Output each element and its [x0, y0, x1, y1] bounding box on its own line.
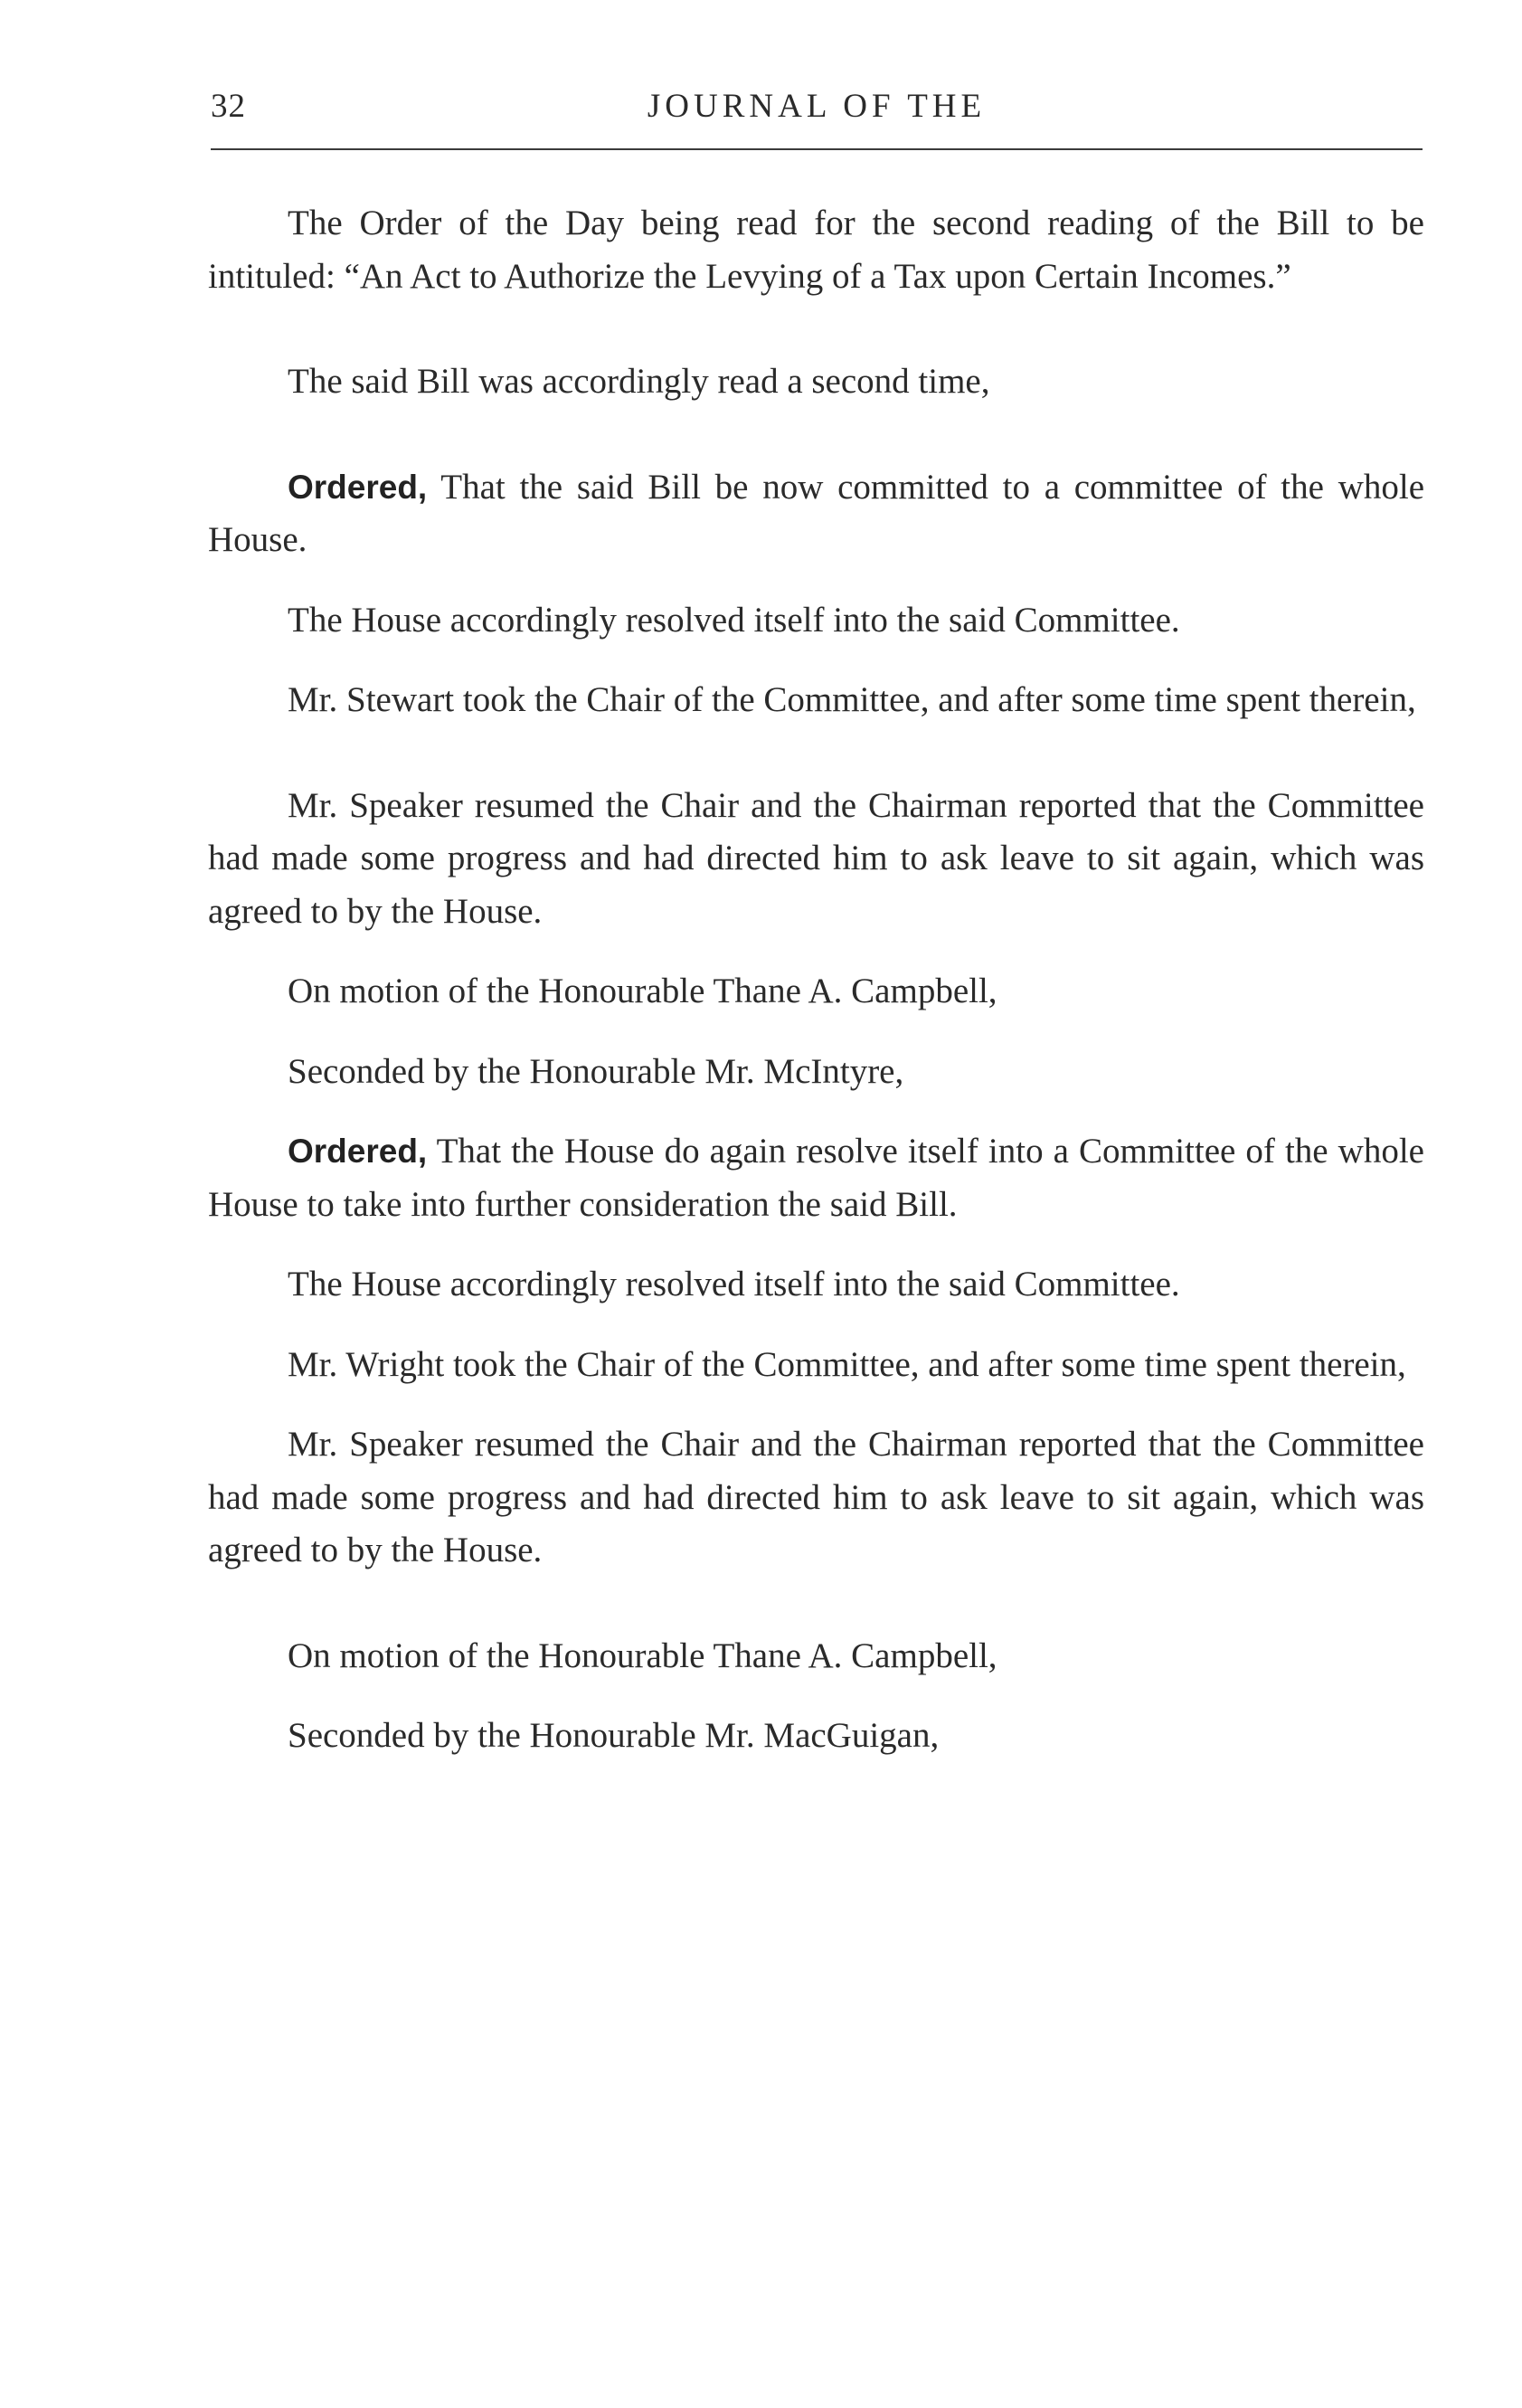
paragraph-order-of-day: The Order of the Day being read for the second reading of the Bill to be intituled: “An Act to Authorize the Levying of a Tax upon Certain Incomes.” [208, 204, 1424, 296]
paragraph-motion: On motion of the Honourable Thane A. Campbell, [288, 972, 997, 1010]
page-number: 32 [211, 88, 246, 125]
paragraph-second-reading: The said Bill was accordingly read a second time, [288, 362, 990, 401]
paragraph-wright-chair: Mr. Wright took the Chair of the Committee, and after some time spent therein, [288, 1344, 1406, 1384]
running-head: JOURNAL OF THE [647, 88, 987, 125]
header-rule [211, 148, 1423, 150]
ordered-label: Ordered, [288, 468, 428, 506]
ordered-label: Ordered, [288, 1133, 428, 1170]
paragraph-seconded: Seconded by the Honourable Mr. McIntyre, [288, 1051, 904, 1091]
paragraph-resolved: The House accordingly resolved itself into the said Committee. [288, 1265, 1180, 1304]
paragraph-speaker-resumed: Mr. Speaker resumed the Chair and the Chairman reported that the Committee had made some progress and had directed him to ask leave to sit again, which was agreed to by the House. [208, 785, 1424, 931]
paragraph-ordered-committed [208, 461, 1424, 567]
journal-body [208, 197, 1424, 1763]
paragraph-seconded: Seconded by the Honourable Mr. MacGuigan, [288, 1716, 940, 1755]
paragraph-stewart-chair: Mr. Stewart took the Chair of the Committee, and after some time spent therein, [288, 680, 1416, 719]
paragraph-speaker-resumed: Mr. Speaker resumed the Chair and the Chairman reported that the Committee had made some progress and had directed him to ask leave to sit again, which was agreed to by the House. [208, 1425, 1424, 1569]
page-header [211, 87, 1423, 141]
paragraph-ordered-resolve [208, 1125, 1424, 1231]
paragraph-text: That the House do again resolve itself into a Committee of the whole House to take into further consideration the said Bill. [208, 1132, 1424, 1224]
paragraph-resolved: The House accordingly resolved itself into the said Committee. [288, 600, 1180, 640]
paragraph-text: That the said Bill be now committed to a committee of the whole House. [208, 467, 1424, 559]
paragraph-motion: On motion of the Honourable Thane A. Campbell, [288, 1635, 997, 1675]
